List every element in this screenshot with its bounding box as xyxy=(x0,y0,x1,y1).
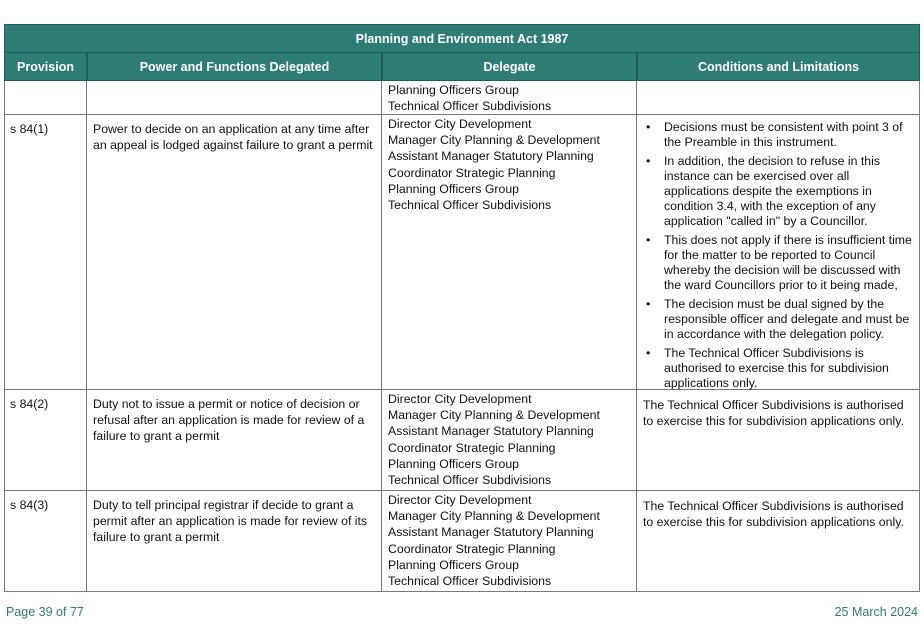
delegate-name: Assistant Manager Statutory Planning xyxy=(388,424,594,439)
delegate-name: Planning Officers Group xyxy=(388,557,520,572)
delegation-table xyxy=(4,24,920,592)
header-delegate: Delegate xyxy=(382,53,637,81)
delegate-name: Coordinator Strategic Planning xyxy=(388,440,556,455)
delegate-name: Manager City Planning & Development xyxy=(388,408,600,423)
delegate-name: Manager City Planning & Development xyxy=(388,509,600,524)
power-cell: Duty not to issue a permit or notice of decision or refusal after an application is made for review of a failure to grant a permit xyxy=(87,390,382,491)
table-row xyxy=(4,491,920,592)
page-number: Page 39 of 77 xyxy=(6,605,84,619)
conditions-cell: The Technical Officer Subdivisions is authorised to exercise this for subdivision applications only. xyxy=(637,390,920,491)
delegate-cell xyxy=(382,390,637,491)
table-header-row xyxy=(4,53,920,81)
conditions-cell: The Technical Officer Subdivisions is authorised to exercise this for subdivision applications only. xyxy=(637,491,920,592)
table-row xyxy=(4,390,920,491)
delegate-name: Coordinator Strategic Planning xyxy=(388,541,556,556)
delegate-name: Technical Officer Subdivisions xyxy=(388,472,552,487)
conditions-cell xyxy=(637,115,920,390)
delegate-name: Assistant Manager Statutory Planning xyxy=(388,149,594,164)
conditions-list xyxy=(643,120,913,391)
delegate-name: Director City Development xyxy=(388,392,532,406)
provision-cell xyxy=(4,81,87,115)
provision-cell: s 84(3) xyxy=(4,491,87,592)
power-cell: Duty to tell principal registrar if decide to grant a permit after an application is made for review of its failure to grant a permit xyxy=(87,491,382,592)
delegate-name: Coordinator Strategic Planning xyxy=(388,165,556,180)
condition-item: • The decision must be dual signed by the responsible officer and delegate and must be in accordance with the delegation policy. xyxy=(643,297,913,342)
delegate-cell xyxy=(382,491,637,592)
delegate-cell xyxy=(382,115,637,390)
delegate-name: Technical Officer Subdivisions xyxy=(388,197,552,212)
provision-cell: s 84(2) xyxy=(4,390,87,491)
condition-item: • In addition, the decision to refuse in this instance can be exercised over all applications despite the exemptions in condition 3.4, with the exception of any application "called in" by a Councillor. xyxy=(643,154,913,229)
table-title: Planning and Environment Act 1987 xyxy=(4,24,920,53)
power-cell: Power to decide on an application at any time after an appeal is lodged against failure to grant a permit xyxy=(87,115,382,390)
table-row xyxy=(4,115,920,390)
delegate-name: Technical Officer Subdivisions xyxy=(388,99,552,114)
condition-item: • Decisions must be consistent with point 3 of the Preamble in this instrument. xyxy=(643,120,913,150)
delegate-name: Planning Officers Group xyxy=(388,456,520,471)
document-date: 25 March 2024 xyxy=(834,605,918,619)
delegate-name: Planning Officers Group xyxy=(388,181,520,196)
delegate-name: Assistant Manager Statutory Planning xyxy=(388,525,594,540)
power-cell xyxy=(87,81,382,115)
condition-item: • The Technical Officer Subdivisions is authorised to exercise this for subdivision applications only. xyxy=(643,346,913,391)
delegate-cell xyxy=(382,81,637,115)
header-provision: Provision xyxy=(4,53,87,81)
delegate-name: Director City Development xyxy=(388,493,532,507)
condition-item: • This does not apply if there is insufficient time for the matter to be reported to Council whereby the decision will be discussed with the ward Councillors prior to it being made, xyxy=(643,233,913,293)
delegate-name: Planning Officers Group xyxy=(388,83,520,97)
header-conditions: Conditions and Limitations xyxy=(637,53,920,81)
header-powers: Power and Functions Delegated xyxy=(87,53,382,81)
table-row xyxy=(4,81,920,115)
conditions-cell xyxy=(637,81,920,115)
provision-cell: s 84(1) xyxy=(4,115,87,390)
delegate-name: Director City Development xyxy=(388,117,532,131)
delegate-name: Manager City Planning & Development xyxy=(388,133,600,148)
delegate-name: Technical Officer Subdivisions xyxy=(388,573,552,588)
